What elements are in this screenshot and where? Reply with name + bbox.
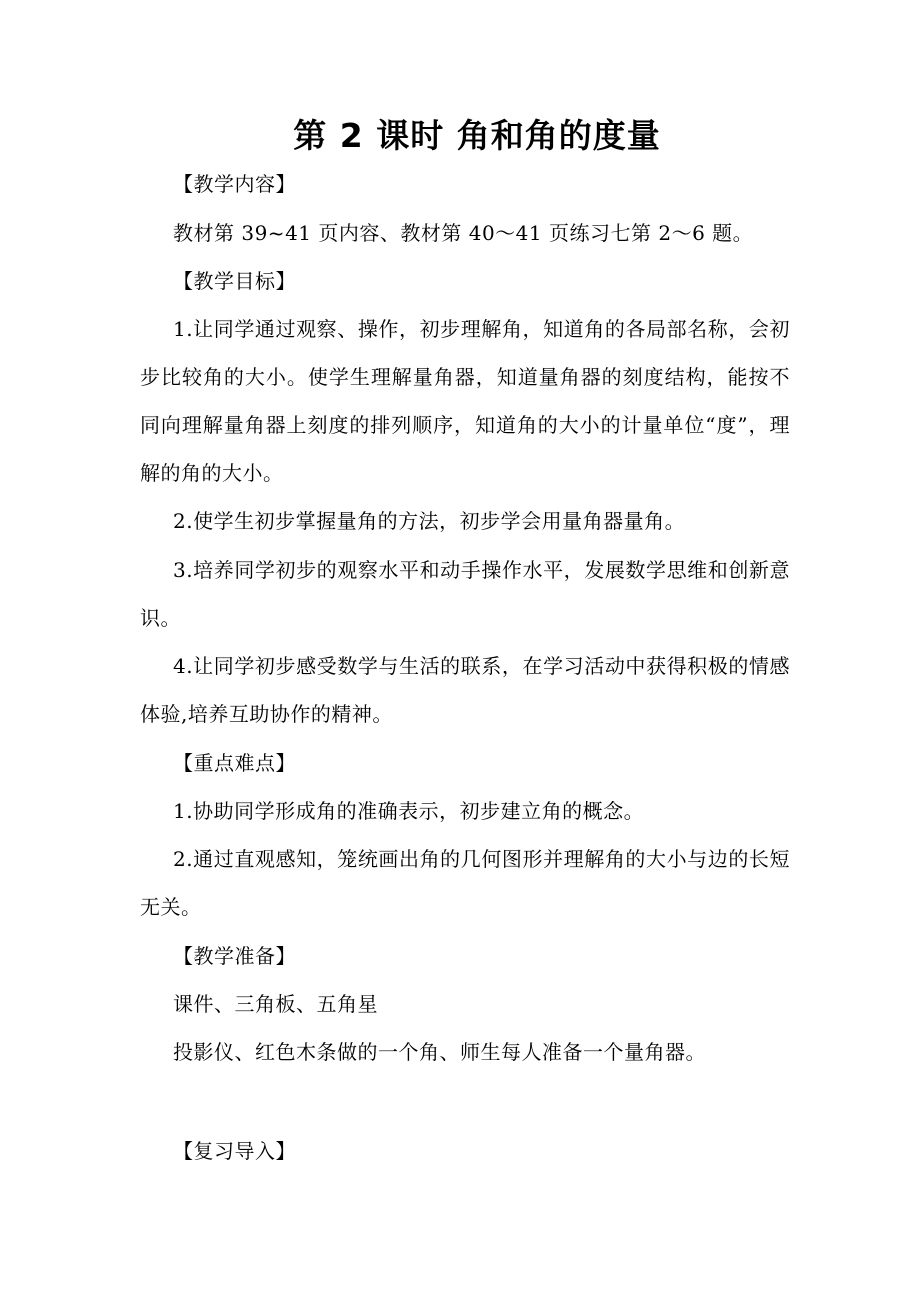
preparation-item-1: 课件、三角板、五角星: [173, 992, 378, 1016]
objective-item-2: 2.使学生初步掌握量角的方法，初步学会用量角器量角。: [173, 509, 686, 533]
objective-item-1: 1.让同学通过观察、操作，初步理解角，知道角的各局部名称，会初步比较角的大小。使学生理解量角器，知道量角器的刻度结构，能按不同向理解量角器上刻度的排列顺序，知道角的大小的计量单位“度”，理解的角的大小。: [140, 317, 790, 485]
preparation-item-2: 投影仪、红色木条做的一个角、师生每人准备一个量角器。: [173, 1040, 706, 1064]
key-point-item-1: 1.协助同学形成角的准确表示，初步建立角的概念。: [173, 799, 645, 823]
section-heading-objectives: 【教学目标】: [173, 269, 296, 293]
section-heading-review: 【复习导入】: [173, 1139, 296, 1163]
page-title: 第 2 课时 角和角的度量: [293, 116, 661, 155]
objective-item-3: 3.培养同学初步的观察水平和动手操作水平，发展数学思维和创新意识。: [140, 558, 790, 630]
section-heading-key-points: 【重点难点】: [173, 751, 296, 775]
section-heading-preparation: 【教学准备】: [173, 944, 296, 968]
objective-item-4: 4.让同学初步感受数学与生活的联系，在学习活动中获得积极的情感体验,培养互助协作的精神。: [140, 654, 790, 726]
content-text: 教材第 39~41 页内容、教材第 40～41 页练习七第 2～6 题。: [173, 221, 754, 245]
key-point-item-2: 2.通过直观感知，笼统画出角的几何图形并理解角的大小与边的长短无关。: [140, 847, 790, 919]
section-heading-content: 【教学内容】: [173, 172, 296, 196]
